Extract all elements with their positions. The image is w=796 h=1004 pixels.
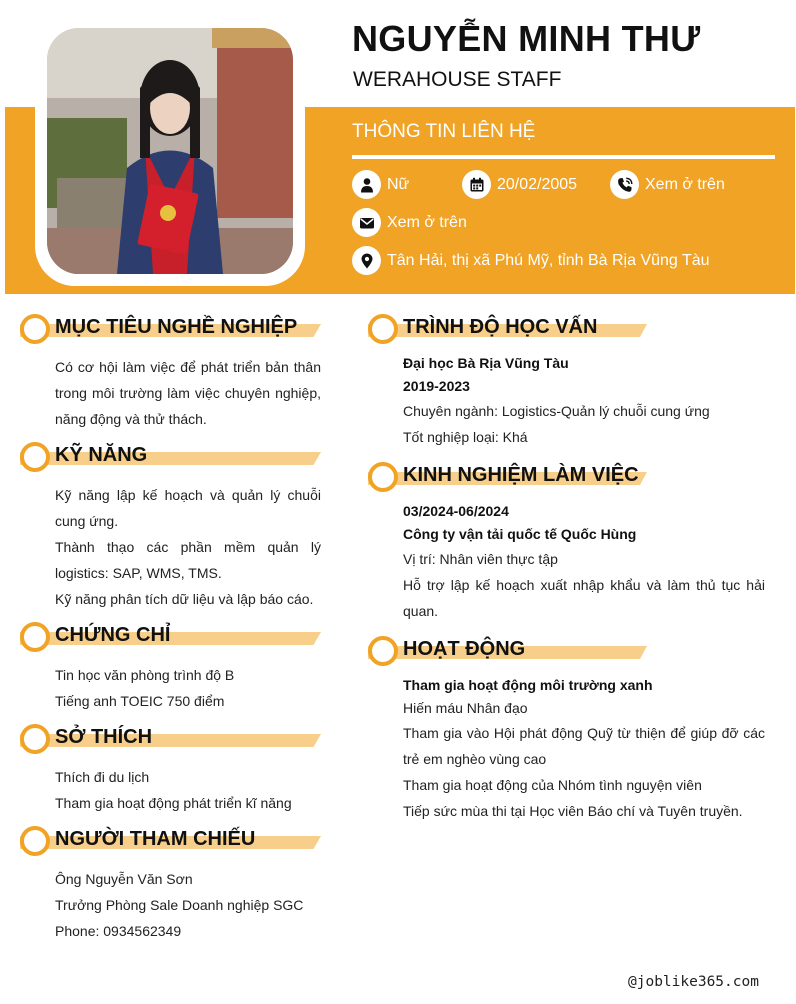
contact-phone <box>610 170 725 199</box>
education-years: 2019-2023 <box>403 378 470 394</box>
person-icon <box>352 170 381 199</box>
list-item: Tham gia hoạt động của Nhóm tình nguyện viên <box>403 777 702 793</box>
skills-list <box>55 482 321 612</box>
list-item: Kỹ năng lập kế hoạch và quản lý chuỗi cung ứng. <box>55 487 321 529</box>
education-major: Chuyên ngành: Logistics-Quản lý chuỗi cung ứng <box>403 403 710 419</box>
certificates-heading: CHỨNG CHỈ <box>20 620 321 654</box>
location-pin-icon <box>352 246 381 275</box>
list-item: Ông Nguyễn Văn Sơn <box>55 871 193 887</box>
experience-period: 03/2024-06/2024 <box>403 503 509 519</box>
list-item: Kỹ năng phân tích dữ liệu và lập báo cáo. <box>55 591 314 607</box>
skills-heading: KỸ NĂNG <box>20 440 321 474</box>
email-text: Xem ở trên <box>387 213 467 231</box>
experience-company: Công ty vận tải quốc tế Quốc Hùng <box>403 526 637 542</box>
birthday-text: 20/02/2005 <box>497 175 578 193</box>
activities-subheading: Tham gia hoạt động môi trường xanh <box>403 677 653 693</box>
list-item: Tiếp sức mùa thi tại Học viên Báo chí và Tuyên truyền. <box>403 803 743 819</box>
list-item: Phone: 0934562349 <box>55 923 182 939</box>
contact-divider <box>352 155 775 159</box>
contact-heading: THÔNG TIN LIÊN HỆ <box>352 121 536 142</box>
list-item: Tiếng anh TOEIC 750 điểm <box>55 693 225 709</box>
references-heading: NGƯỜI THAM CHIẾU <box>20 824 321 858</box>
circle-bullet-icon <box>368 636 398 666</box>
list-item: Tham gia hoạt động phát triển kĩ năng <box>55 795 292 811</box>
activities-heading: HOẠT ĐỘNG <box>368 634 647 668</box>
address-text: Tân Hải, thị xã Phú Mỹ, tỉnh Bà Rịa Vũng Tàu <box>387 251 710 269</box>
contact-email <box>352 208 467 237</box>
calendar-icon <box>462 170 491 199</box>
contact-address <box>352 246 710 275</box>
experience-heading: KINH NGHIỆM LÀM VIỆC <box>368 460 647 494</box>
gender-text: Nữ <box>387 175 410 193</box>
objective-heading: MỤC TIÊU NGHỀ NGHIỆP <box>20 312 321 346</box>
phone-text: Xem ở trên <box>645 175 725 193</box>
education-grade: Tốt nghiệp loại: Khá <box>403 429 528 445</box>
job-title: WERAHOUSE STAFF <box>353 68 562 91</box>
objective-text: Có cơ hội làm việc để phát triển bản thân trong môi trường làm việc chuyên nghiệp, năng động và thử thách. <box>55 359 321 427</box>
circle-bullet-icon <box>368 314 398 344</box>
hobbies-heading: SỞ THÍCH <box>20 722 321 756</box>
candidate-name: NGUYỄN MINH THƯ <box>352 18 701 59</box>
watermark: @joblike365.com <box>628 974 759 990</box>
list-item: Hiến máu Nhân đạo <box>403 700 528 716</box>
school-name: Đại học Bà Rịa Vũng Tàu <box>403 355 569 371</box>
experience-details <box>403 500 765 624</box>
education-details <box>403 352 765 450</box>
contact-gender <box>352 170 409 199</box>
list-item: Tham gia vào Hội phát động Quỹ từ thiện để giúp đỡ các trẻ em nghèo vùng cao <box>403 725 765 767</box>
circle-bullet-icon <box>20 314 50 344</box>
circle-bullet-icon <box>20 826 50 856</box>
experience-description: Hỗ trợ lập kế hoạch xuất nhập khẩu và làm thủ tục hải quan. <box>403 577 765 619</box>
experience-position: Vị trí: Nhân viên thực tập <box>403 551 558 567</box>
education-heading: TRÌNH ĐỘ HỌC VẤN <box>368 312 647 346</box>
profile-photo <box>47 28 293 274</box>
contact-birthday <box>462 170 577 199</box>
circle-bullet-icon <box>368 462 398 492</box>
circle-bullet-icon <box>20 622 50 652</box>
references-list <box>55 866 321 944</box>
certificates-list <box>55 662 321 714</box>
envelope-icon <box>352 208 381 237</box>
list-item: Thành thạo các phần mềm quản lý logistics: SAP, WMS, TMS. <box>55 539 321 581</box>
circle-bullet-icon <box>20 442 50 472</box>
hobbies-list <box>55 764 321 816</box>
phone-icon <box>610 170 639 199</box>
circle-bullet-icon <box>20 724 50 754</box>
list-item: Thích đi du lịch <box>55 769 150 785</box>
list-item: Trưởng Phòng Sale Doanh nghiệp SGC <box>55 897 304 913</box>
activities-details <box>403 674 765 824</box>
list-item: Tin học văn phòng trình độ B <box>55 667 235 683</box>
